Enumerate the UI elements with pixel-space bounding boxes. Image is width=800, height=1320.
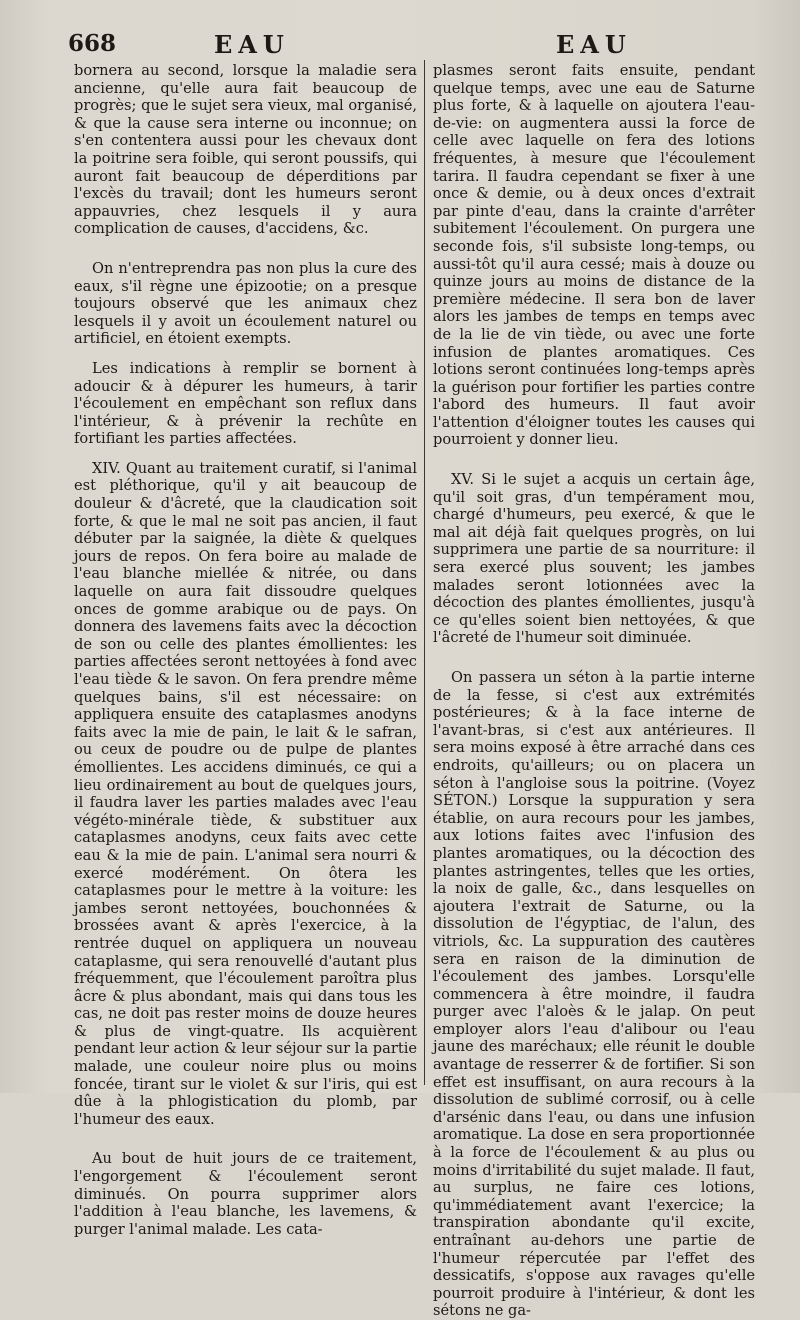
- right-paragraph-2: XV. Si le sujet a acquis un certain âge, qu'il soit gras, d'un tempérament mou, chargé d'humeurs, peu exercé, & que le mal ait déjà fait quelques progrès, on lui supprimera une partie de sa nourriture: il sera exercé plus souvent; les jambes malades seront lotionnées avec la décoction des plantes émollientes, jusqu'à ce qu'elles soient bien nettoyées, & que l'âcreté de l'humeur soit diminuée.: [433, 471, 755, 647]
- right-paragraph-1: plasmes seront faits ensuite, pendant quelque temps, avec une eau de Saturne plus forte, & à laquelle on ajoutera l'eau-de-vie: on augmentera aussi la force de celle avec laquelle on fera des lotions fréquentes, à mesure que l'écoulement tarira. Il faudra cependant se fixer à une once & demie, ou à deux onces d'extrait par pinte d'eau, dans la crainte d'arrêter subitement l'écoulement. On purgera une seconde fois, s'il subsiste long-temps, ou aussi-tôt qu'il aura cessé; mais à douze ou quinze jours au moins de distance de la première médecine. Il sera bon de laver alors les jambes de temps en temps avec de la lie de vin tiède, ou avec une forte infusion de plantes aromatiques. Ces lotions seront continuées long-temps après la guérison pour fortifier les parties contre l'abord des humeurs. Il faut avoir l'attention d'éloigner toutes les causes qui pourroient y donner lieu.: [433, 62, 755, 449]
- left-column: [74, 62, 417, 1238]
- column-divider: [424, 60, 425, 1085]
- left-paragraph-2: On n'entreprendra pas non plus la cure des eaux, s'il règne une épizootie; on a presque toujours observé que les animaux chez lesquels il y avoit un écoulement naturel ou artificiel, en étoient exempts.: [74, 259, 417, 348]
- right-paragraph-3: On passera un séton à la partie interne de la fesse, si c'est aux extrémités postérieures; & à la face interne de l'avant-bras, si c'est aux antérieures. Il sera moins exposé à être arraché dans ces endroits, qu'ailleurs; ou on placera un séton à l'angloise sous la poitrine. (Voyez SÉTON.) Lorsque la suppuration y sera établie, on aura recours pour les jambes, aux lotions faites avec l'infusion des plantes aromatiques, ou la décoction des plantes astringentes, telles que les orties, la noix de galle, &c., dans lesquelles on ajoutera l'extrait de Saturne, ou la dissolution de l'égyptiac, de l'alun, des vitriols, &c. La suppuration des cautères sera en raison de la diminution de l'écoulement des jambes. Lorsqu'elle commencera à être moindre, il faudra purger avec l'aloès & le jalap. On peut employer alors l'eau d'alibour ou l'eau jaune des maréchaux; elle réunit le double avantage de resserrer & de fortifier. Si son effet est insuffisant, on aura recours à la dissolution de sublimé corrosif, ou à celle d'arsénic dans l'eau, ou dans une infusion aromatique. La dose en sera proportionnée à la force de l'écoulement & au plus ou moins d'irritabilité du sujet malade. Il faut, au surplus, ne faire ces lotions, qu'immédiatement avant l'exercice; la transpiration abondante qu'il excite, entraînant au-dehors une partie de l'humeur répercutée par l'effet des dessicatifs, s'oppose aux ravages qu'elle pourroit produire à l'intérieur, & dont les sétons ne ga-: [433, 669, 755, 1320]
- page-number: 668: [68, 30, 117, 57]
- left-paragraph-4: XIV. Quant au traitement curatif, si l'animal est pléthorique, qu'il y ait beaucoup de douleur & d'âcreté, que la claudication soit forte, & que le mal ne soit pas ancien, il faut débuter par la saignée, la diète & quelques jours de repos. On fera boire au malade de l'eau blanche miellée & nitrée, ou dans laquelle on aura fait dissoudre quelques onces de gomme arabique ou de pays. On donnera des lavemens faits avec la décoction de son ou celle des plantes émollientes: les parties affectées seront nettoyées à fond avec l'eau tiède & le savon. On fera prendre même quelques bains, s'il est nécessaire: on appliquera ensuite des cataplasmes anodyns faits avec la mie de pain, le lait & le safran, ou ceux de poudre ou de pulpe de plantes émollientes. Les accidens diminués, ce qui a lieu ordinairement au bout de quelques jours, il faudra laver les parties malades avec l'eau végéto-minérale tiède, & substituer aux cataplasmes anodyns, ceux faits avec cette eau & la mie de pain. L'animal sera nourri & exercé modérément. On ôtera les cataplasmes pour le mettre à la voiture: les jambes seront nettoyées, bouchonnées & brossées avant & après l'exercice, à la rentrée duquel on appliquera un nouveau cataplasme, qui sera renouvellé d'autant plus fréquemment, que l'écoulement paroîtra plus âcre & plus abondant, mais qui dans tous les cas, ne doit pas rester moins de douze heures & plus de vingt-quatre. Ils acquièrent pendant leur action & leur séjour sur la partie malade, une couleur noire plus ou moins foncée, tirant sur le violet & sur l'iris, qui est dûe à la phlogistication du plomb, par l'humeur des eaux.: [74, 459, 417, 1128]
- left-paragraph-3: Les indications à remplir se bornent à adoucir & à dépurer les humeurs, à tarir l'écoulement en empêchant son reflux dans l'intérieur, & à prévenir la rechûte en fortifiant les parties affectées.: [74, 359, 417, 448]
- right-column: [433, 62, 755, 1320]
- running-head-right: EAU: [556, 30, 632, 59]
- left-paragraph-5: Au bout de huit jours de ce traitement, l'engorgement & l'écoulement seront diminués. On pourra supprimer alors l'addition à l'eau blanche, les lavemens, & purger l'animal malade. Les cata-: [74, 1150, 417, 1238]
- running-head-left: EAU: [214, 30, 290, 59]
- left-paragraph-1: bornera au second, lorsque la maladie sera ancienne, qu'elle aura fait beaucoup de progrès; que le sujet sera vieux, mal organisé, & que la cause sera interne ou inconnue; on s'en contentera aussi pour les chevaux dont la poitrine sera foible, qui seront poussifs, qui auront fait beaucoup de déperditions par l'excès du travail; dont les humeurs seront appauvries, chez lesquels il y aura complication de causes, d'accidens, &c.: [74, 62, 417, 238]
- running-header: [0, 30, 800, 60]
